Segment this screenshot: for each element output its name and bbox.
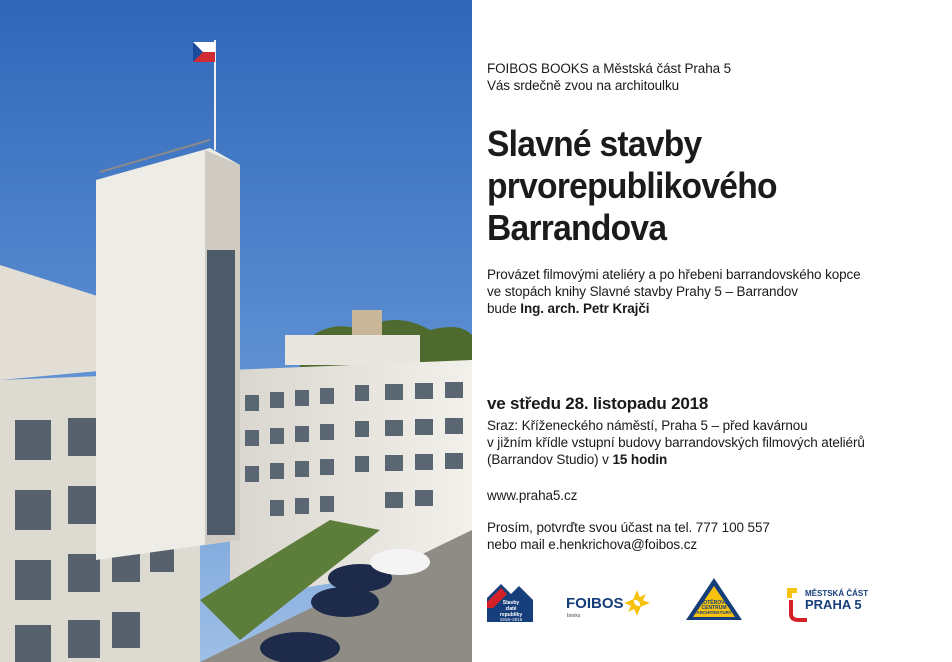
stavby-logo-line-2: zlaté — [505, 606, 517, 612]
kca-logo-line-2: CENTRUM — [701, 605, 727, 611]
meeting-line-1: Sraz: Kříženeckého náměstí, Praha 5 – před kavárnou — [487, 418, 808, 433]
foibos-logo-name: FOIBOS — [566, 595, 624, 612]
praha5-logo-line-2: PRAHA 5 — [805, 597, 862, 612]
kca-logo-line-3: ARCHITEKTURY — [696, 610, 732, 615]
invitation-line-1: FOIBOS BOOKS a Městská část Praha 5 — [487, 61, 732, 76]
invitation-line-2: Vás srdečně zvou na architoulku — [487, 78, 680, 93]
foibos-logo-sub: books — [567, 613, 581, 619]
intro-line-1: Provázet filmovými ateliéry a po hřebeni barrandovského kopce — [487, 267, 861, 282]
title-line-3: Barrandova — [487, 207, 667, 248]
meeting-time: 15 hodin — [612, 452, 668, 467]
title-line-1: Slavné stavby — [487, 123, 702, 164]
intro-line-2: ve stopách knihy Slavné stavby Prahy 5 – Barrandov — [487, 284, 798, 299]
stavby-logo-line-1: Stavby — [502, 600, 520, 606]
koterovo-centrum-architektury-logo — [686, 578, 742, 620]
rsvp-phone-line: Prosím, potvrďte svou účast na tel. 777 100 557 — [487, 520, 770, 535]
sun-icon — [624, 590, 650, 616]
rsvp-email-line: nebo mail e.henkrichova@foibos.cz — [487, 537, 698, 552]
event-date: ve středu 28. listopadu 2018 — [487, 394, 709, 413]
stavby-zlate-republiky-logo — [487, 580, 533, 622]
praha5-logo-line-1: MĚSTSKÁ ČÁST — [805, 589, 869, 598]
mestska-cast-praha-5-logo — [785, 584, 875, 624]
guide-name: Ing. arch. Petr Krajči — [520, 301, 650, 316]
foibos-books-logo — [566, 588, 652, 620]
building-photo — [0, 0, 472, 662]
event-title — [487, 123, 892, 249]
stavby-logo-line-4: 1918–2018 — [499, 617, 523, 622]
meeting-line-3: (Barrandov Studio) v 15 hodin — [487, 452, 668, 467]
intro-line-3: bude Ing. arch. Petr Krajči — [487, 301, 650, 316]
meeting-line-2: v jižním křídle vstupní budovy barrandovských filmových ateliérů — [487, 435, 865, 450]
stavby-logo-line-3: republiky — [499, 612, 523, 618]
website-link[interactable]: www.praha5.cz — [487, 488, 578, 503]
title-line-2: prvorepublikového — [487, 165, 777, 206]
kca-logo-line-1: KOTĚROVO — [699, 600, 729, 606]
